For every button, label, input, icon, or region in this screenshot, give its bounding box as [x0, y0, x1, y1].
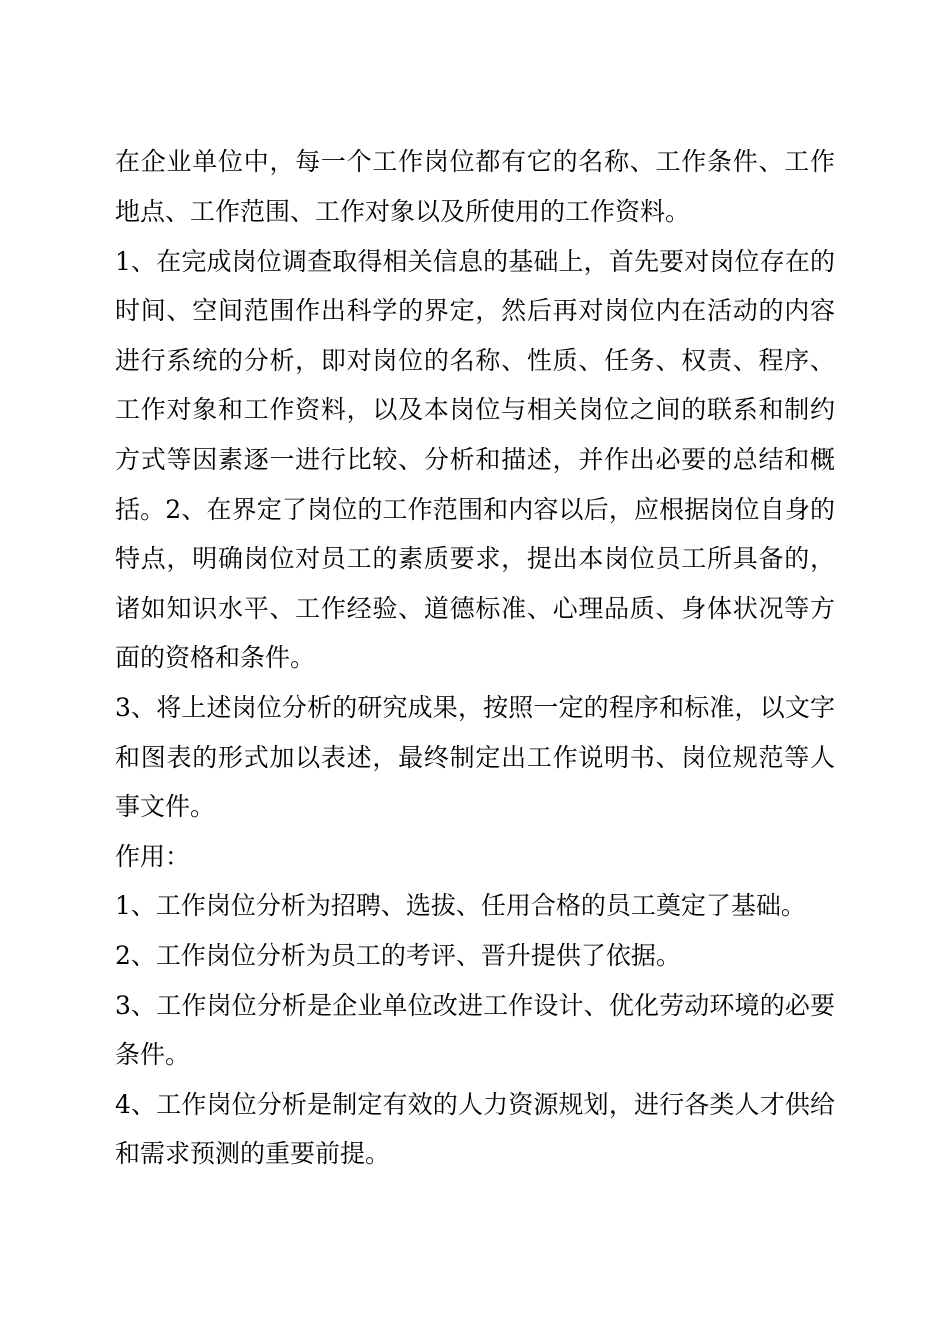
text-line: 4、工作岗位分析是制定有效的人力资源规划，进行各类人才供给 [115, 1090, 835, 1119]
text-line: 3、工作岗位分析是企业单位改进工作设计、优化劳动环境的必要 [115, 991, 835, 1020]
text-line: 3、将上述岗位分析的研究成果，按照一定的程序和标准，以文字 [115, 693, 835, 722]
text-line: 1、工作岗位分析为招聘、选拔、任用合格的员工奠定了基础。 [115, 891, 806, 920]
text-line: 和图表的形式加以表述，最终制定出工作说明书、岗位规范等人 [115, 743, 835, 772]
text-line: 进行系统的分析，即对岗位的名称、性质、任务、权责、程序、 [115, 346, 835, 375]
text-line: 和需求预测的重要前提。 [115, 1139, 391, 1168]
text-line: 方式等因素逐一进行比较、分析和描述，并作出必要的总结和概 [115, 445, 835, 474]
text-line: 括。2、在界定了岗位的工作范围和内容以后，应根据岗位自身的 [115, 495, 835, 524]
text-line: 时间、空间范围作出科学的界定，然后再对岗位内在活动的内容 [115, 296, 835, 325]
text-line: 事文件。 [115, 792, 216, 821]
text-line: 工作对象和工作资料，以及本岗位与相关岗位之间的联系和制约 [115, 395, 835, 424]
text-line: 地点、工作范围、工作对象以及所使用的工作资料。 [115, 197, 691, 226]
text-line: 条件。 [115, 1040, 191, 1069]
text-line: 2、工作岗位分析为员工的考评、晋升提供了依据。 [115, 941, 681, 970]
text-line: 特点，明确岗位对员工的素质要求，提出本岗位员工所具备的， [115, 544, 835, 573]
text-line: 1、在完成岗位调查取得相关信息的基础上，首先要对岗位存在的 [115, 247, 835, 276]
text-line: 诸如知识水平、工作经验、道德标准、心理品质、身体状况等方 [115, 594, 835, 623]
text-line: 面的资格和条件。 [115, 643, 316, 672]
text-line: 在企业单位中，每一个工作岗位都有它的名称、工作条件、工作 [115, 147, 835, 176]
text-line: 作用： [115, 842, 191, 871]
